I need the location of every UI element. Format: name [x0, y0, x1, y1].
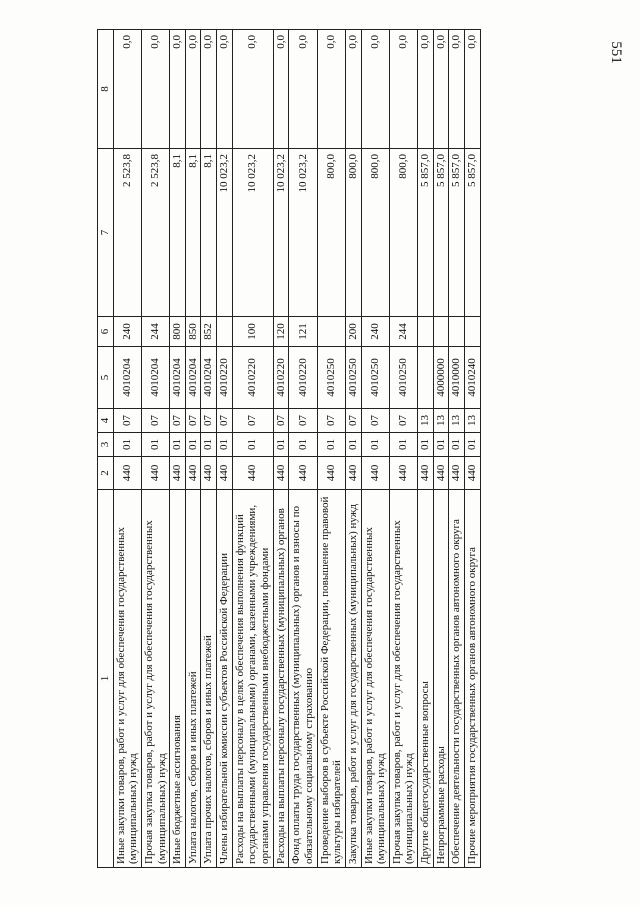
subsection-code-cell: 13: [418, 409, 434, 433]
page-number: 551: [607, 41, 624, 64]
expense-type-cell: [465, 317, 481, 347]
row-name-cell: Иные закупки товаров, работ и услуг для обеспечения государственных (муниципальных) нужд: [113, 490, 141, 868]
chapter-code-cell: 440: [201, 457, 217, 490]
target-article-cell: 4010250: [345, 347, 361, 409]
amount-cell: 10 023,2: [232, 149, 273, 317]
expense-type-cell: [433, 317, 449, 347]
amount-2-cell: 0,0: [141, 30, 169, 149]
amount-cell: 10 023,2: [289, 149, 317, 317]
target-article-cell: 4010204: [201, 347, 217, 409]
header-cell: 7: [98, 149, 114, 317]
amount-cell: 5 857,0: [449, 149, 465, 317]
row-name-cell: Расходы на выплаты персоналу государственных (муниципальных) органов: [273, 490, 289, 868]
table-row: [141, 30, 169, 868]
target-article-cell: [418, 347, 434, 409]
amount-2-cell: 0,0: [345, 30, 361, 149]
table-row: [361, 30, 389, 868]
chapter-code-cell: 440: [433, 457, 449, 490]
table-row: [418, 30, 434, 868]
table-row: [113, 30, 141, 868]
row-name-cell: Обеспечение деятельности государственных органов автономного округа: [449, 490, 465, 868]
row-name-cell: Члены избирательной комиссии субъектов Российской Федерации: [217, 490, 233, 868]
subsection-code-cell: 07: [201, 409, 217, 433]
section-code-cell: 01: [289, 433, 317, 457]
amount-cell: 2 523,8: [113, 149, 141, 317]
table-row: [465, 30, 481, 868]
section-code-cell: 01: [449, 433, 465, 457]
amount-cell: 8,1: [185, 149, 201, 317]
section-code-cell: 01: [433, 433, 449, 457]
expense-type-cell: 120: [273, 317, 289, 347]
row-name-cell: Проведение выборов в субъекте Российской Федерации, повышение правовой культуры избирателей: [317, 490, 345, 868]
chapter-code-cell: 440: [289, 457, 317, 490]
chapter-code-cell: 440: [449, 457, 465, 490]
table-row: [232, 30, 273, 868]
amount-2-cell: 0,0: [273, 30, 289, 149]
expense-type-cell: 850: [185, 317, 201, 347]
amount-2-cell: 0,0: [433, 30, 449, 149]
table-row: [433, 30, 449, 868]
target-article-cell: 4000000: [433, 347, 449, 409]
chapter-code-cell: 440: [418, 457, 434, 490]
amount-2-cell: 0,0: [465, 30, 481, 149]
section-code-cell: 01: [185, 433, 201, 457]
row-name-cell: Иные бюджетные ассигнования: [170, 490, 186, 868]
target-article-cell: 4010204: [141, 347, 169, 409]
amount-cell: 10 023,2: [273, 149, 289, 317]
amount-cell: 5 857,0: [433, 149, 449, 317]
section-code-cell: 01: [217, 433, 233, 457]
header-cell: 6: [98, 317, 114, 347]
chapter-code-cell: 440: [389, 457, 417, 490]
table-row: [317, 30, 345, 868]
amount-cell: 10 023,2: [217, 149, 233, 317]
table-row: [389, 30, 417, 868]
target-article-cell: 4010204: [170, 347, 186, 409]
budget-table: [97, 29, 481, 868]
target-article-cell: 4010250: [361, 347, 389, 409]
amount-2-cell: 0,0: [289, 30, 317, 149]
expense-type-cell: [418, 317, 434, 347]
subsection-code-cell: 13: [433, 409, 449, 433]
chapter-code-cell: 440: [185, 457, 201, 490]
budget-table-container: [97, 30, 569, 868]
target-article-cell: 4010204: [185, 347, 201, 409]
expense-type-cell: 240: [361, 317, 389, 347]
section-code-cell: 01: [273, 433, 289, 457]
table-row: [217, 30, 233, 868]
header-cell: 5: [98, 347, 114, 409]
row-name-cell: Иные закупки товаров, работ и услуг для обеспечения государственных (муниципальных) нужд: [361, 490, 389, 868]
chapter-code-cell: 440: [232, 457, 273, 490]
table-row: [201, 30, 217, 868]
row-name-cell: Уплата налогов, сборов и иных платежей: [185, 490, 201, 868]
subsection-code-cell: 07: [345, 409, 361, 433]
target-article-cell: 4010250: [389, 347, 417, 409]
amount-2-cell: 0,0: [232, 30, 273, 149]
subsection-code-cell: 07: [232, 409, 273, 433]
row-name-cell: Непрограммные расходы: [433, 490, 449, 868]
subsection-code-cell: 13: [449, 409, 465, 433]
chapter-code-cell: 440: [217, 457, 233, 490]
expense-type-cell: [217, 317, 233, 347]
section-code-cell: 01: [201, 433, 217, 457]
expense-type-cell: 100: [232, 317, 273, 347]
row-name-cell: Прочие мероприятия государственных органов автономного округа: [465, 490, 481, 868]
amount-2-cell: 0,0: [201, 30, 217, 149]
table-row: [170, 30, 186, 868]
row-name-cell: Закупка товаров, работ и услуг для государственных (муниципальных) нужд: [345, 490, 361, 868]
amount-2-cell: 0,0: [170, 30, 186, 149]
section-code-cell: 01: [418, 433, 434, 457]
header-cell: 2: [98, 457, 114, 490]
header-cell: 3: [98, 433, 114, 457]
subsection-code-cell: 07: [170, 409, 186, 433]
amount-2-cell: 0,0: [317, 30, 345, 149]
expense-type-cell: 244: [389, 317, 417, 347]
subsection-code-cell: 07: [141, 409, 169, 433]
table-body: [98, 30, 481, 868]
section-code-cell: 01: [345, 433, 361, 457]
chapter-code-cell: 440: [345, 457, 361, 490]
row-name-cell: Прочая закупка товаров, работ и услуг для обеспечения государственных (муниципальных) нужд: [141, 490, 169, 868]
expense-type-cell: 121: [289, 317, 317, 347]
target-article-cell: 4010220: [217, 347, 233, 409]
section-code-cell: 01: [232, 433, 273, 457]
target-article-cell: 4010204: [113, 347, 141, 409]
row-name-cell: Прочая закупка товаров, работ и услуг для обеспечения государственных (муниципальных) нужд: [389, 490, 417, 868]
amount-2-cell: 0,0: [217, 30, 233, 149]
subsection-code-cell: 07: [289, 409, 317, 433]
amount-cell: 800,0: [345, 149, 361, 317]
subsection-code-cell: 07: [361, 409, 389, 433]
table-row: [289, 30, 317, 868]
amount-2-cell: 0,0: [185, 30, 201, 149]
row-name-cell: Другие общегосударственные вопросы: [418, 490, 434, 868]
table-row: [273, 30, 289, 868]
chapter-code-cell: 440: [170, 457, 186, 490]
table-row: [449, 30, 465, 868]
row-name-cell: Фонд оплаты труда государственных (муниципальных) органов и взносы по обязательному социальному страхованию: [289, 490, 317, 868]
header-cell: 1: [98, 490, 114, 868]
row-name-cell: Расходы на выплаты персоналу в целях обеспечения выполнения функций государственными (муниципальными) органами, казенными учреждениями, органами управления государственными внебюджетными фондами: [232, 490, 273, 868]
table-row: [345, 30, 361, 868]
chapter-code-cell: 440: [113, 457, 141, 490]
target-article-cell: 4010220: [232, 347, 273, 409]
expense-type-cell: 240: [113, 317, 141, 347]
section-code-cell: 01: [389, 433, 417, 457]
target-article-cell: 4010220: [289, 347, 317, 409]
expense-type-cell: 200: [345, 317, 361, 347]
section-code-cell: 01: [361, 433, 389, 457]
amount-cell: 800,0: [389, 149, 417, 317]
header-row: [98, 30, 114, 868]
target-article-cell: 4010220: [273, 347, 289, 409]
chapter-code-cell: 440: [361, 457, 389, 490]
table-row: [185, 30, 201, 868]
subsection-code-cell: 07: [113, 409, 141, 433]
chapter-code-cell: 440: [465, 457, 481, 490]
amount-2-cell: 0,0: [361, 30, 389, 149]
row-name-cell: Уплата прочих налогов, сборов и иных платежей: [201, 490, 217, 868]
chapter-code-cell: 440: [273, 457, 289, 490]
amount-2-cell: 0,0: [418, 30, 434, 149]
section-code-cell: 01: [465, 433, 481, 457]
amount-cell: 5 857,0: [418, 149, 434, 317]
subsection-code-cell: 07: [389, 409, 417, 433]
expense-type-cell: 852: [201, 317, 217, 347]
expense-type-cell: [449, 317, 465, 347]
amount-2-cell: 0,0: [113, 30, 141, 149]
amount-cell: 8,1: [201, 149, 217, 317]
subsection-code-cell: 13: [465, 409, 481, 433]
section-code-cell: 01: [317, 433, 345, 457]
subsection-code-cell: 07: [317, 409, 345, 433]
amount-cell: 800,0: [361, 149, 389, 317]
amount-2-cell: 0,0: [389, 30, 417, 149]
amount-cell: 8,1: [170, 149, 186, 317]
expense-type-cell: [317, 317, 345, 347]
amount-2-cell: 0,0: [449, 30, 465, 149]
amount-cell: 2 523,8: [141, 149, 169, 317]
header-cell: 4: [98, 409, 114, 433]
expense-type-cell: 800: [170, 317, 186, 347]
subsection-code-cell: 07: [217, 409, 233, 433]
amount-cell: 5 857,0: [465, 149, 481, 317]
target-article-cell: 4010000: [449, 347, 465, 409]
expense-type-cell: 244: [141, 317, 169, 347]
target-article-cell: 4010240: [465, 347, 481, 409]
header-cell: 8: [98, 30, 114, 149]
amount-cell: 800,0: [317, 149, 345, 317]
section-code-cell: 01: [141, 433, 169, 457]
chapter-code-cell: 440: [317, 457, 345, 490]
subsection-code-cell: 07: [185, 409, 201, 433]
section-code-cell: 01: [113, 433, 141, 457]
target-article-cell: 4010250: [317, 347, 345, 409]
chapter-code-cell: 440: [141, 457, 169, 490]
section-code-cell: 01: [170, 433, 186, 457]
subsection-code-cell: 07: [273, 409, 289, 433]
